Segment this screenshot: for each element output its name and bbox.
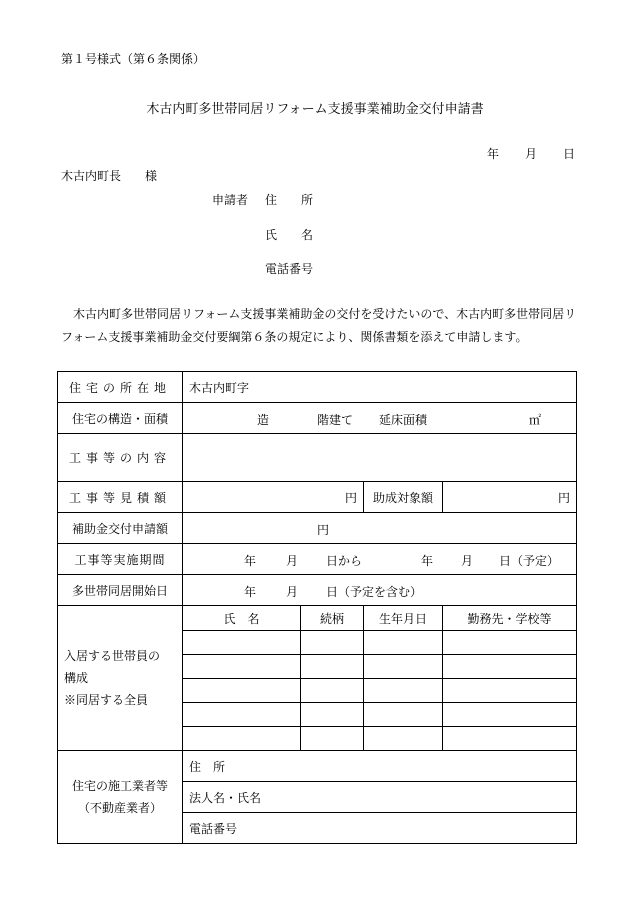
member-workplace-cell[interactable] xyxy=(443,655,577,679)
members-header-birthdate: 生年月日 xyxy=(364,606,443,631)
body-paragraph xyxy=(61,303,581,348)
members-header-workplace: 勤務先・学校等 xyxy=(443,606,577,631)
start-month: 月 xyxy=(286,585,299,599)
structure-field[interactable] xyxy=(183,403,577,434)
estimate-label: 工事等見積額 xyxy=(58,482,183,513)
document-title: 木古内町多世帯同居リフォーム支援事業補助金交付申請書 xyxy=(146,102,484,117)
row-work-content xyxy=(58,434,577,482)
applicant-phone-label: 電話番号 xyxy=(265,262,314,276)
members-header-row xyxy=(58,606,577,631)
location-value: 木古内町字 xyxy=(189,380,250,395)
member-birthdate-cell[interactable] xyxy=(364,679,443,703)
row-structure xyxy=(58,403,577,434)
subsidy-request-label: 補助金交付申請額 xyxy=(58,513,183,544)
member-relation-cell[interactable] xyxy=(301,631,364,655)
contractor-address-field[interactable] xyxy=(183,751,577,782)
work-content-label: 工事等の内容 xyxy=(58,434,183,482)
form-number: 第１号様式（第６条関係） xyxy=(61,52,206,66)
start-day: 日（予定を含む） xyxy=(326,585,423,599)
structure-floor-area: 延床面積 xyxy=(379,413,428,427)
contractor-company-label: 法人名・氏名 xyxy=(189,790,262,805)
member-relation-cell[interactable] xyxy=(301,703,364,727)
applicant-address-label: 住 所 xyxy=(265,193,314,207)
date-year: 年 xyxy=(487,147,500,161)
date-month: 月 xyxy=(525,147,538,161)
member-workplace-cell[interactable] xyxy=(443,727,577,751)
subsidy-request-field[interactable] xyxy=(183,513,577,544)
location-field[interactable] xyxy=(183,372,577,403)
contractor-phone-field[interactable] xyxy=(183,813,577,844)
period-start-month: 月 xyxy=(286,554,299,568)
members-header-relation: 続柄 xyxy=(301,606,364,631)
application-table xyxy=(57,371,577,844)
row-location xyxy=(58,372,577,403)
date-day: 日 xyxy=(563,147,576,161)
subsidy-target-label: 助成対象額 xyxy=(364,482,443,513)
structure-unit: ㎡ xyxy=(529,413,542,427)
contractor-company-field[interactable] xyxy=(183,782,577,813)
member-relation-cell[interactable] xyxy=(301,679,364,703)
members-header-name: 氏 名 xyxy=(183,606,301,631)
body-text: 木古内町多世帯同居リフォーム支援事業補助金の交付を受けたいので、木古内町多世帯同居リフォーム支援事業補助金交付要綱第６条の規定により、関係書類を添えて申請します。 xyxy=(61,307,577,344)
contractor-address-row xyxy=(58,751,577,782)
subsidy-target-yen: 円 xyxy=(558,490,571,505)
row-start-date xyxy=(58,575,577,606)
subsidy-request-yen: 円 xyxy=(317,523,330,537)
start-date-label: 多世帯同居開始日 xyxy=(58,575,183,606)
period-end-month: 月 xyxy=(461,554,474,568)
estimate-yen: 円 xyxy=(344,490,357,505)
applicant-name-label: 氏 名 xyxy=(265,228,314,242)
structure-label: 住宅の構造・面積 xyxy=(58,403,183,434)
member-name-cell[interactable] xyxy=(183,703,301,727)
member-name-cell[interactable] xyxy=(183,655,301,679)
estimate-field[interactable] xyxy=(183,482,364,513)
member-birthdate-cell[interactable] xyxy=(364,727,443,751)
contractor-label-line2: （不動産業者） xyxy=(77,801,162,815)
period-start-day: 日から xyxy=(326,554,363,568)
row-work-period xyxy=(58,544,577,575)
member-relation-cell[interactable] xyxy=(301,655,364,679)
subsidy-target-field[interactable] xyxy=(443,482,577,513)
member-name-cell[interactable] xyxy=(183,679,301,703)
contractor-address-label: 住 所 xyxy=(189,759,226,774)
member-name-cell[interactable] xyxy=(183,727,301,751)
applicant-label: 申請者 xyxy=(212,193,249,207)
member-birthdate-cell[interactable] xyxy=(364,655,443,679)
work-period-field[interactable] xyxy=(183,544,577,575)
contractor-phone-label: 電話番号 xyxy=(189,821,238,836)
location-label: 住宅の所在地 xyxy=(58,372,183,403)
member-workplace-cell[interactable] xyxy=(443,703,577,727)
members-label xyxy=(58,606,183,751)
row-subsidy-request xyxy=(58,513,577,544)
addressee: 木古内町長 様 xyxy=(61,169,158,183)
member-relation-cell[interactable] xyxy=(301,727,364,751)
members-label-line2: 構成 xyxy=(64,671,89,685)
work-content-field[interactable] xyxy=(183,434,577,482)
member-birthdate-cell[interactable] xyxy=(364,703,443,727)
period-end-day: 日（予定） xyxy=(499,554,560,568)
row-estimate xyxy=(58,482,577,513)
contractor-label-line1: 住宅の施工業者等 xyxy=(71,779,168,793)
contractor-label xyxy=(58,751,183,844)
members-label-line3: ※同居する全員 xyxy=(64,693,149,707)
start-date-field[interactable] xyxy=(183,575,577,606)
start-year: 年 xyxy=(244,585,257,599)
period-start-year: 年 xyxy=(244,554,257,568)
member-workplace-cell[interactable] xyxy=(443,631,577,655)
structure-kaidate: 階建て xyxy=(317,413,354,427)
member-name-cell[interactable] xyxy=(183,631,301,655)
period-end-year: 年 xyxy=(421,554,434,568)
member-workplace-cell[interactable] xyxy=(443,679,577,703)
work-period-label: 工事等実施期間 xyxy=(58,544,183,575)
date-line xyxy=(487,145,575,162)
member-birthdate-cell[interactable] xyxy=(364,631,443,655)
structure-zou: 造 xyxy=(257,413,270,427)
members-label-line1: 入居する世帯員の xyxy=(64,649,161,663)
